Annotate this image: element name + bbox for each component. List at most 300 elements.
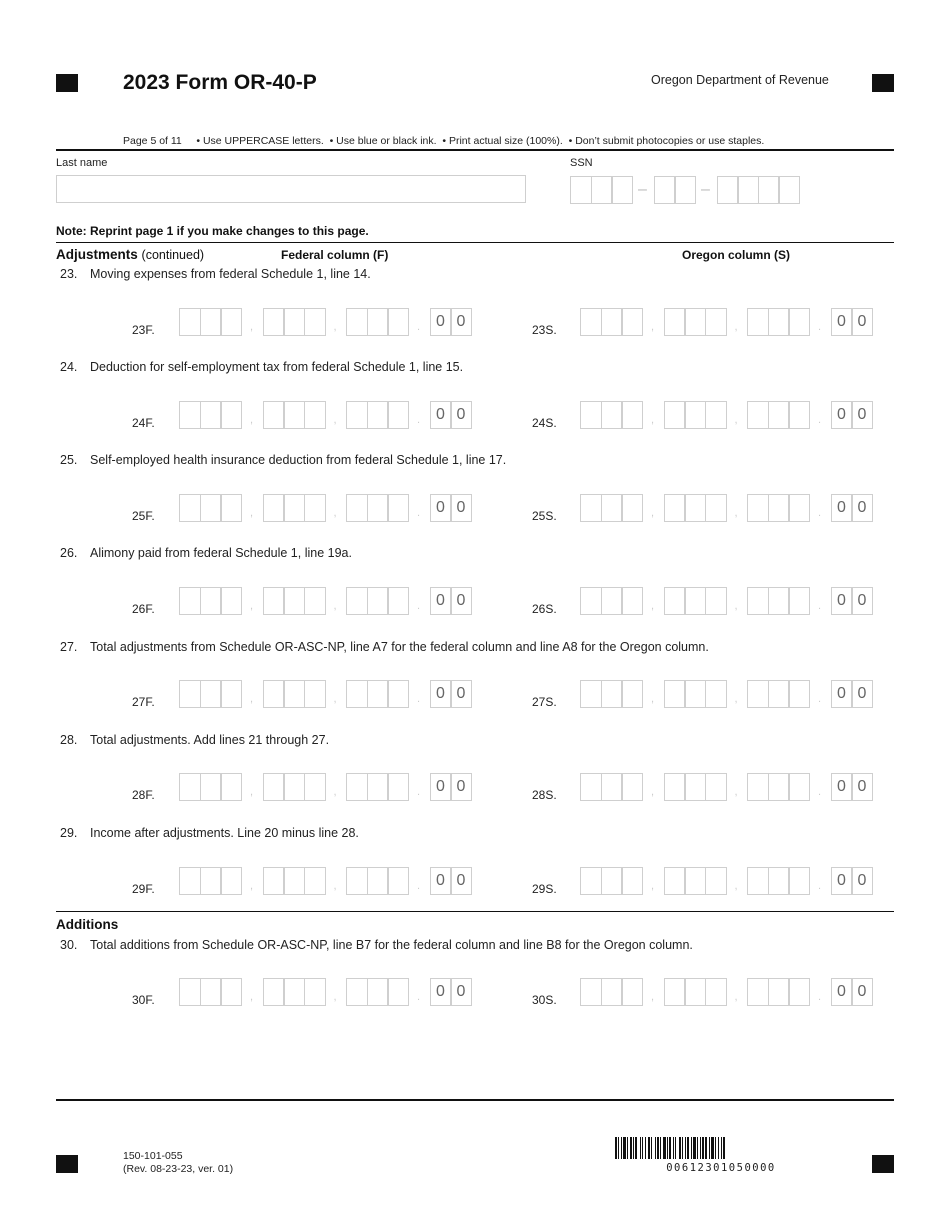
digit-box[interactable]	[263, 308, 285, 336]
digit-box[interactable]	[601, 978, 623, 1006]
cents-box[interactable]: 0	[450, 494, 472, 522]
oregon-amount-input[interactable]	[580, 586, 872, 616]
digit-box[interactable]	[580, 680, 602, 708]
thousands-separator: .	[416, 321, 421, 333]
line-description	[60, 453, 506, 467]
digit-box[interactable]	[747, 773, 769, 801]
thousands-separator: ,	[650, 786, 655, 798]
cents-box[interactable]: 0	[450, 308, 472, 336]
digit-box[interactable]	[387, 680, 409, 708]
section-title-additions: Additions	[56, 917, 119, 932]
digit-box[interactable]	[747, 401, 769, 429]
digit-box[interactable]	[768, 867, 790, 895]
digit-box[interactable]	[179, 587, 201, 615]
form-number: 150-101-055	[123, 1150, 183, 1162]
cents-box[interactable]: 0	[430, 587, 452, 615]
line-text: Total additions from Schedule OR-ASC-NP, line B7 for the federal column and line B8 for the Oregon column.	[90, 938, 693, 952]
digit-box[interactable]	[768, 308, 790, 336]
federal-amount-input[interactable]	[179, 586, 471, 616]
cents-box[interactable]: 0	[831, 773, 853, 801]
cents-box[interactable]: 0	[851, 867, 873, 895]
line-text: Moving expenses from federal Schedule 1, line 14.	[90, 267, 371, 281]
digit-box[interactable]	[621, 978, 643, 1006]
digit-box[interactable]	[179, 978, 201, 1006]
thousands-separator: ,	[333, 991, 337, 1003]
thousands-separator: ,	[650, 507, 655, 519]
thousands-separator: .	[416, 786, 421, 798]
thousands-separator: ,	[650, 991, 655, 1003]
digit-box[interactable]	[788, 494, 810, 522]
cents-box[interactable]: 0	[831, 680, 853, 708]
line-description	[60, 546, 352, 560]
cents-box[interactable]: 0	[831, 978, 853, 1006]
thousands-separator: .	[817, 507, 822, 519]
cents-box[interactable]: 0	[851, 978, 873, 1006]
digit-box[interactable]	[601, 867, 623, 895]
section-continued: (continued)	[141, 248, 205, 262]
digit-box[interactable]	[621, 773, 643, 801]
digit-box[interactable]	[601, 494, 623, 522]
line-text: Total adjustments. Add lines 21 through 27.	[90, 733, 330, 747]
digit-box[interactable]	[387, 401, 409, 429]
digit-box[interactable]	[387, 978, 409, 1006]
digit-box[interactable]	[768, 680, 790, 708]
thousands-separator: .	[817, 786, 822, 798]
line-number: 23.	[60, 267, 78, 281]
registration-mark	[872, 74, 894, 92]
oregon-amount-input[interactable]	[580, 866, 872, 896]
digit-box[interactable]	[747, 308, 769, 336]
digit-box[interactable]	[304, 773, 326, 801]
line-text: Alimony paid from federal Schedule 1, line 19a.	[90, 546, 352, 560]
digit-box[interactable]	[200, 867, 222, 895]
digit-box[interactable]	[788, 401, 810, 429]
digit-box[interactable]	[684, 401, 706, 429]
oregon-line-label: 24S.	[532, 416, 557, 430]
digit-box[interactable]	[346, 680, 368, 708]
digit-box[interactable]	[387, 494, 409, 522]
digit-box[interactable]	[788, 867, 810, 895]
digit-box[interactable]	[705, 494, 727, 522]
digit-box[interactable]	[346, 494, 368, 522]
digit-box[interactable]	[705, 308, 727, 336]
barcode-number: 00612301050000	[666, 1162, 776, 1174]
digit-box[interactable]	[263, 401, 285, 429]
digit-box[interactable]	[664, 494, 686, 522]
line-description	[60, 826, 359, 840]
digit-box[interactable]	[788, 680, 810, 708]
oregon-line-label: 23S.	[532, 323, 557, 337]
digit-box[interactable]	[220, 587, 242, 615]
digit-box[interactable]	[684, 587, 706, 615]
digit-box[interactable]	[387, 867, 409, 895]
revision-text: (Rev. 08-23-23, ver. 01)	[123, 1163, 234, 1175]
digit-box[interactable]	[580, 401, 602, 429]
cents-box[interactable]: 0	[430, 308, 452, 336]
thousands-separator: ,	[333, 414, 337, 426]
ssn-separator: –	[701, 181, 710, 198]
page-instructions: Page 5 of 11 • Use UPPERCASE letters. • Use blue or black ink. • Print actual size (100%). • Don’t submit photocopies or use staples.	[123, 135, 765, 147]
line-description	[60, 733, 329, 747]
digit-box[interactable]	[601, 308, 623, 336]
digit-box[interactable]	[304, 401, 326, 429]
thousands-separator: ,	[734, 414, 738, 426]
thousands-separator: ,	[650, 321, 655, 333]
digit-box[interactable]	[220, 494, 242, 522]
digit-box[interactable]	[263, 494, 285, 522]
oregon-line-label: 26S.	[532, 602, 557, 616]
digit-box[interactable]	[200, 494, 222, 522]
digit-box[interactable]	[705, 773, 727, 801]
line-number: 28.	[60, 733, 78, 747]
digit-box[interactable]	[387, 308, 409, 336]
thousands-separator: .	[817, 321, 822, 333]
thousands-separator: ,	[333, 600, 337, 612]
digit-box[interactable]	[621, 494, 643, 522]
digit-box[interactable]	[747, 680, 769, 708]
cents-box[interactable]: 0	[851, 587, 873, 615]
thousands-separator: ,	[734, 786, 738, 798]
federal-line-label: 23F.	[132, 323, 155, 337]
digit-box[interactable]	[304, 587, 326, 615]
digit-box[interactable]	[664, 401, 686, 429]
last-name-label: Last name	[56, 157, 108, 169]
digit-box[interactable]	[220, 680, 242, 708]
digit-box[interactable]	[705, 978, 727, 1006]
digit-box[interactable]	[263, 978, 285, 1006]
digit-box[interactable]	[367, 494, 389, 522]
digit-box[interactable]	[200, 978, 222, 1006]
digit-box[interactable]	[263, 680, 285, 708]
thousands-separator: .	[817, 880, 822, 892]
digit-box[interactable]	[705, 867, 727, 895]
thousands-separator: ,	[249, 600, 254, 612]
digit-box[interactable]	[705, 401, 727, 429]
cents-box[interactable]: 0	[430, 773, 452, 801]
digit-box[interactable]	[387, 587, 409, 615]
thousands-separator: ,	[650, 600, 655, 612]
thousands-separator: ,	[734, 507, 738, 519]
thousands-separator: ,	[333, 880, 337, 892]
digit-box[interactable]	[580, 867, 602, 895]
federal-line-label: 27F.	[132, 695, 155, 709]
digit-box[interactable]	[346, 308, 368, 336]
section-title: Adjustments	[56, 247, 138, 262]
thousands-separator: .	[817, 693, 822, 705]
digit-box[interactable]	[179, 401, 201, 429]
federal-line-label: 26F.	[132, 602, 155, 616]
thousands-separator: ,	[734, 693, 738, 705]
thousands-separator: ,	[734, 880, 738, 892]
digit-box[interactable]	[283, 587, 305, 615]
thousands-separator: .	[416, 414, 421, 426]
cents-box[interactable]: 0	[450, 587, 472, 615]
federal-line-label: 29F.	[132, 882, 155, 896]
digit-box[interactable]	[747, 587, 769, 615]
form-title: 2023 Form OR-40-P	[123, 71, 317, 94]
thousands-separator: ,	[650, 880, 655, 892]
digit-box[interactable]	[684, 680, 706, 708]
federal-amount-input[interactable]	[179, 977, 471, 1007]
thousands-separator: ,	[650, 414, 655, 426]
thousands-separator: ,	[734, 991, 738, 1003]
digit-box[interactable]	[747, 978, 769, 1006]
digit-box[interactable]	[283, 978, 305, 1006]
digit-box[interactable]	[747, 494, 769, 522]
thousands-separator: ,	[650, 693, 655, 705]
line-text: Total adjustments from Schedule OR-ASC-NP, line A7 for the federal column and line A8 for the Oregon column.	[90, 640, 709, 654]
divider	[56, 149, 894, 151]
thousands-separator: ,	[249, 786, 254, 798]
digit-box[interactable]	[200, 773, 222, 801]
cents-box[interactable]: 0	[450, 773, 472, 801]
oregon-amount-input[interactable]	[580, 400, 872, 430]
digit-box[interactable]	[580, 494, 602, 522]
digit-box[interactable]	[768, 494, 790, 522]
last-name-input[interactable]	[56, 175, 526, 203]
digit-box[interactable]	[304, 867, 326, 895]
reprint-note: Note: Reprint page 1 if you make changes to this page.	[56, 224, 369, 238]
federal-line-label: 30F.	[132, 993, 155, 1007]
federal-amount-input[interactable]	[179, 307, 471, 337]
digit-box[interactable]	[179, 308, 201, 336]
oregon-amount-input[interactable]	[580, 772, 872, 802]
federal-column-heading: Federal column (F)	[281, 248, 389, 262]
digit-box[interactable]	[664, 978, 686, 1006]
digit-box[interactable]	[200, 308, 222, 336]
digit-box[interactable]	[768, 401, 790, 429]
digit-box[interactable]	[788, 773, 810, 801]
digit-box[interactable]	[621, 401, 643, 429]
digit-box[interactable]	[304, 680, 326, 708]
federal-amount-input[interactable]	[179, 772, 471, 802]
digit-box[interactable]	[304, 494, 326, 522]
ssn-separator: –	[638, 181, 647, 198]
cents-box[interactable]: 0	[831, 308, 853, 336]
oregon-line-label: 27S.	[532, 695, 557, 709]
line-text: Self-employed health insurance deduction from federal Schedule 1, line 17.	[90, 453, 507, 467]
line-description	[60, 360, 463, 374]
digit-box[interactable]	[580, 773, 602, 801]
barcode	[615, 1137, 827, 1159]
digit-box[interactable]	[664, 867, 686, 895]
thousands-separator: .	[416, 880, 421, 892]
cents-box[interactable]: 0	[430, 401, 452, 429]
cents-box[interactable]: 0	[851, 494, 873, 522]
digit-box[interactable]	[263, 773, 285, 801]
oregon-line-label: 28S.	[532, 788, 557, 802]
thousands-separator: ,	[333, 693, 337, 705]
cents-box[interactable]: 0	[450, 978, 472, 1006]
federal-amount-input[interactable]	[179, 400, 471, 430]
line-number: 30.	[60, 938, 78, 952]
line-number: 27.	[60, 640, 78, 654]
thousands-separator: .	[416, 600, 421, 612]
digit-box[interactable]	[621, 680, 643, 708]
digit-box[interactable]	[346, 587, 368, 615]
digit-box[interactable]	[346, 773, 368, 801]
cents-box[interactable]: 0	[450, 680, 472, 708]
digit-box[interactable]	[367, 680, 389, 708]
digit-box[interactable]	[367, 978, 389, 1006]
cents-box[interactable]: 0	[851, 401, 873, 429]
digit-box[interactable]	[220, 867, 242, 895]
cents-box[interactable]: 0	[430, 978, 452, 1006]
digit-box[interactable]	[705, 587, 727, 615]
digit-box[interactable]	[601, 401, 623, 429]
cents-box[interactable]: 0	[851, 308, 873, 336]
digit-box[interactable]	[304, 308, 326, 336]
thousands-separator: ,	[333, 786, 337, 798]
federal-line-label: 25F.	[132, 509, 155, 523]
digit-box[interactable]	[601, 773, 623, 801]
thousands-separator: ,	[249, 991, 254, 1003]
oregon-amount-input[interactable]	[580, 307, 872, 337]
digit-box[interactable]	[788, 587, 810, 615]
line-number: 26.	[60, 546, 78, 560]
digit-box[interactable]	[200, 680, 222, 708]
digit-box[interactable]	[705, 680, 727, 708]
digit-box[interactable]	[768, 773, 790, 801]
digit-box[interactable]	[684, 308, 706, 336]
cents-box[interactable]: 0	[430, 680, 452, 708]
digit-box[interactable]	[283, 867, 305, 895]
department-name: Oregon Department of Revenue	[651, 73, 829, 87]
divider	[56, 1099, 894, 1101]
digit-box[interactable]	[346, 401, 368, 429]
digit-box[interactable]	[179, 494, 201, 522]
ssn-input[interactable]	[570, 175, 799, 205]
digit-box[interactable]	[367, 773, 389, 801]
federal-amount-input[interactable]	[179, 493, 471, 523]
oregon-amount-input[interactable]	[580, 679, 872, 709]
divider	[56, 911, 894, 912]
registration-mark	[872, 1155, 894, 1173]
thousands-separator: ,	[734, 600, 738, 612]
digit-box[interactable]	[601, 587, 623, 615]
federal-amount-input[interactable]	[179, 866, 471, 896]
digit-box[interactable]	[263, 587, 285, 615]
oregon-line-label: 25S.	[532, 509, 557, 523]
cents-box[interactable]: 0	[831, 867, 853, 895]
digit-box[interactable]	[768, 978, 790, 1006]
digit-box[interactable]	[220, 773, 242, 801]
line-number: 29.	[60, 826, 78, 840]
digit-box[interactable]	[768, 587, 790, 615]
digit-box[interactable]	[367, 308, 389, 336]
thousands-separator: ,	[734, 321, 738, 333]
cents-box[interactable]: 0	[851, 773, 873, 801]
digit-box[interactable]	[220, 978, 242, 1006]
digit-box[interactable]	[179, 680, 201, 708]
thousands-separator: .	[817, 414, 822, 426]
thousands-separator: ,	[333, 321, 337, 333]
cents-box[interactable]: 0	[450, 401, 472, 429]
line-number: 25.	[60, 453, 78, 467]
digit-box[interactable]	[220, 308, 242, 336]
oregon-amount-input[interactable]	[580, 977, 872, 1007]
thousands-separator: ,	[249, 880, 254, 892]
digit-box[interactable]	[387, 773, 409, 801]
federal-amount-input[interactable]	[179, 679, 471, 709]
digit-box[interactable]	[788, 308, 810, 336]
divider	[56, 242, 894, 243]
line-description	[60, 938, 693, 952]
thousands-separator: .	[416, 991, 421, 1003]
cents-box[interactable]: 0	[430, 867, 452, 895]
digit-box[interactable]	[664, 773, 686, 801]
digit-box[interactable]	[684, 494, 706, 522]
line-description	[60, 267, 371, 281]
digit-box[interactable]	[367, 587, 389, 615]
digit-box[interactable]	[580, 978, 602, 1006]
digit-box[interactable]	[747, 867, 769, 895]
digit-box[interactable]	[367, 867, 389, 895]
digit-box[interactable]	[621, 867, 643, 895]
digit-box[interactable]	[684, 867, 706, 895]
digit-box[interactable]	[263, 867, 285, 895]
digit-box[interactable]	[664, 680, 686, 708]
thousands-separator: ,	[249, 414, 254, 426]
section-title-adjustments	[56, 247, 204, 262]
digit-box[interactable]	[621, 308, 643, 336]
line-text: Income after adjustments. Line 20 minus line 28.	[90, 826, 359, 840]
thousands-separator: ,	[249, 693, 254, 705]
cents-box[interactable]: 0	[831, 401, 853, 429]
federal-line-label: 24F.	[132, 416, 155, 430]
digit-box[interactable]	[200, 401, 222, 429]
digit-box[interactable]	[367, 401, 389, 429]
digit-box[interactable]	[200, 587, 222, 615]
digit-box[interactable]	[664, 308, 686, 336]
thousands-separator: .	[817, 600, 822, 612]
digit-box[interactable]	[220, 401, 242, 429]
digit-box[interactable]	[621, 587, 643, 615]
oregon-amount-input[interactable]	[580, 493, 872, 523]
digit-box[interactable]	[283, 494, 305, 522]
cents-box[interactable]: 0	[450, 867, 472, 895]
thousands-separator: ,	[333, 507, 337, 519]
digit-box[interactable]	[283, 680, 305, 708]
digit-box[interactable]	[664, 587, 686, 615]
digit-box[interactable]	[580, 587, 602, 615]
digit-box[interactable]	[346, 978, 368, 1006]
digit-box[interactable]	[601, 680, 623, 708]
line-number: 24.	[60, 360, 78, 374]
cents-box[interactable]: 0	[831, 587, 853, 615]
digit-box[interactable]	[684, 773, 706, 801]
cents-box[interactable]: 0	[831, 494, 853, 522]
digit-box[interactable]	[179, 773, 201, 801]
digit-box[interactable]	[346, 867, 368, 895]
digit-box[interactable]	[283, 308, 305, 336]
oregon-line-label: 29S.	[532, 882, 557, 896]
digit-box[interactable]	[304, 978, 326, 1006]
cents-box[interactable]: 0	[851, 680, 873, 708]
digit-box[interactable]	[788, 978, 810, 1006]
digit-box[interactable]	[684, 978, 706, 1006]
registration-mark	[56, 74, 78, 92]
digit-box[interactable]	[283, 773, 305, 801]
digit-box[interactable]	[580, 308, 602, 336]
digit-box[interactable]	[283, 401, 305, 429]
thousands-separator: .	[817, 991, 822, 1003]
line-text: Deduction for self-employment tax from federal Schedule 1, line 15.	[90, 360, 464, 374]
cents-box[interactable]: 0	[430, 494, 452, 522]
oregon-line-label: 30S.	[532, 993, 557, 1007]
digit-box[interactable]	[179, 867, 201, 895]
thousands-separator: .	[416, 507, 421, 519]
